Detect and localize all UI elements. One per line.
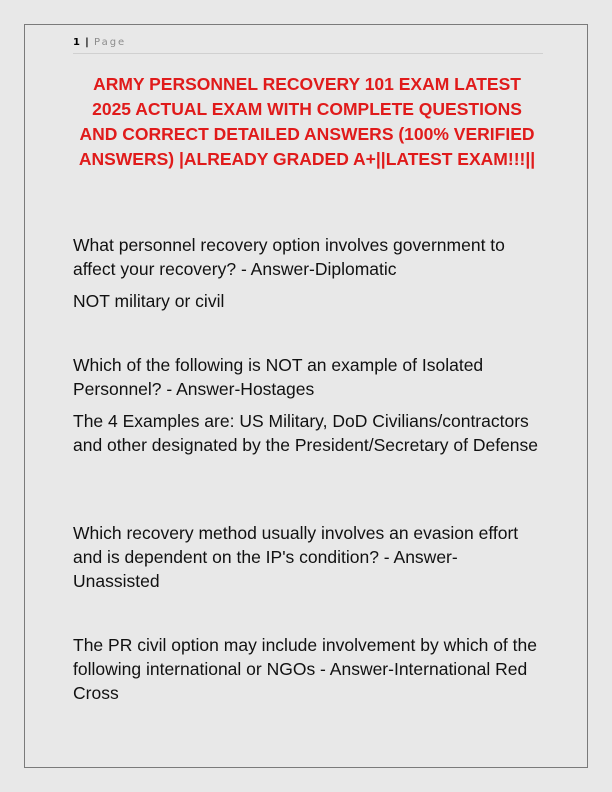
answer-note: The 4 Examples are: US Military, DoD Civilians/contractors and other designated by the President/Secretary of Defense: [73, 411, 539, 455]
qa-item-3: [73, 521, 543, 593]
question-text: Which recovery method usually involves an evasion effort and is dependent on the IP's condition? - Answer-Unassisted: [73, 523, 519, 591]
page-label: Page: [94, 37, 127, 48]
qa-item-1: [73, 233, 543, 313]
document-page: [24, 24, 588, 768]
qa-item-4: [73, 633, 543, 705]
header-separator: |: [85, 37, 89, 48]
document-title: ARMY PERSONNEL RECOVERY 101 EXAM LATEST 2025 ACTUAL EXAM WITH COMPLETE QUESTIONS AND CORRECT DETAILED ANSWERS (100% VERIFIED ANSWERS) |ALREADY GRADED A+||LATEST EXAM!!!||: [78, 74, 536, 169]
answer-note: NOT military or civil: [73, 291, 225, 311]
page-number: 1: [73, 37, 80, 48]
qa-item-2: [73, 353, 543, 457]
question-text: What personnel recovery option involves government to affect your recovery? - Answer-Diplomatic: [73, 235, 505, 279]
page-header: [73, 37, 543, 54]
question-text: Which of the following is NOT an example of Isolated Personnel? - Answer-Hostages: [73, 355, 484, 399]
question-text: The PR civil option may include involvement by which of the following international or NGOs - Answer-International Red Cross: [73, 635, 537, 703]
